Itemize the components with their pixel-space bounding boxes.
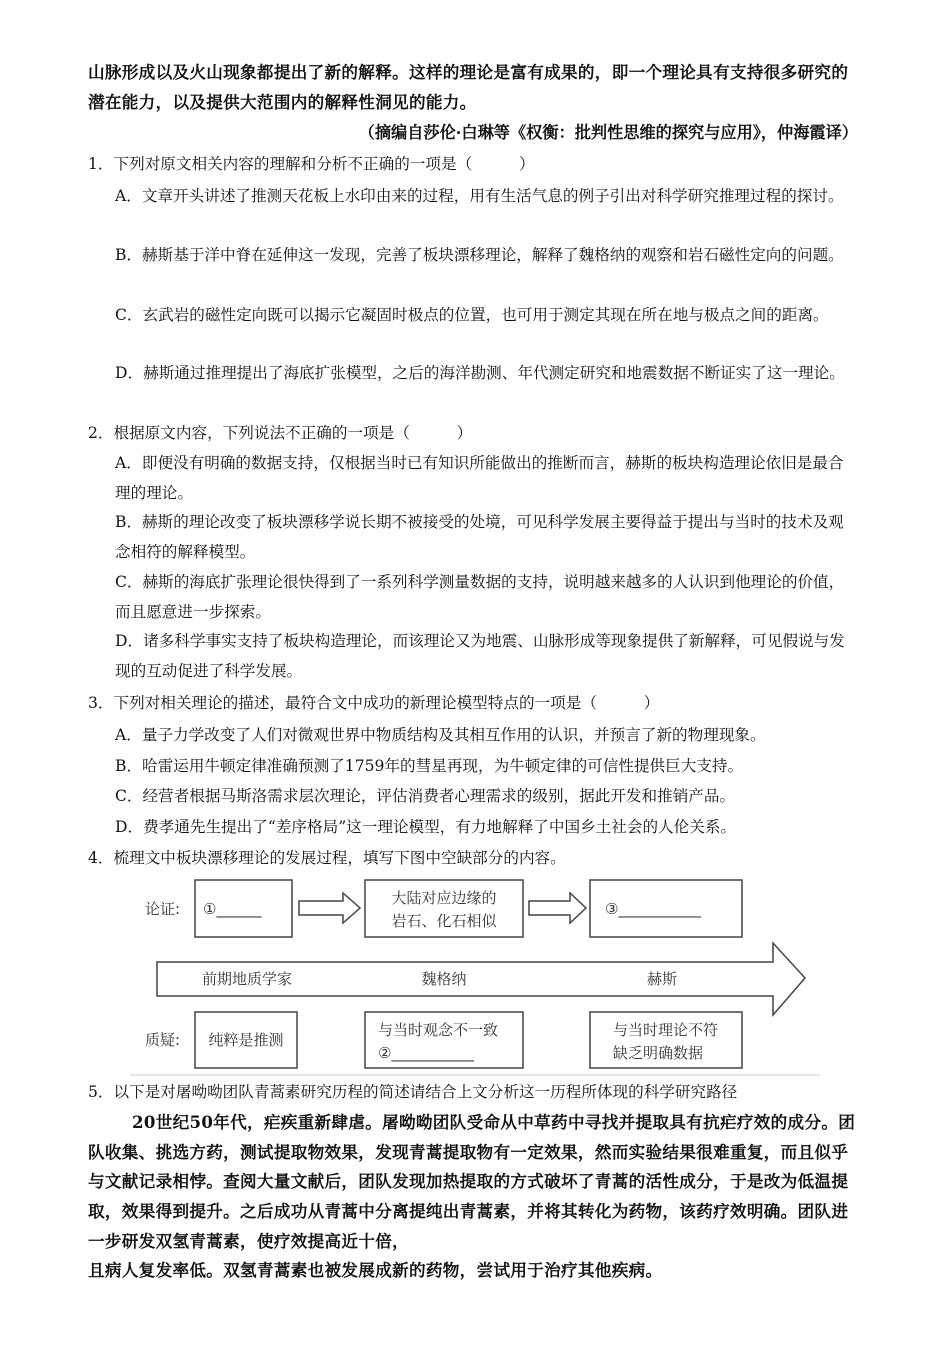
question-1-option-c: C．玄武岩的磁性定向既可以揭示它凝固时极点的位置，也可用于测定其现在所在地与极点之间的距离。 <box>115 306 829 324</box>
question-3-stem: 3．下列对相关理论的描述，最符合文中成功的新理论模型特点的一项是（ ） <box>88 694 660 712</box>
citation: （摘编自莎伦·白琳等《权衡：批判性思维的探究与应用》，仲海霞译） <box>358 123 858 142</box>
row-label-doubt: 质疑: <box>145 1031 181 1049</box>
timeline-early-geologists: 前期地质学家 <box>201 970 293 988</box>
arrow-right-icon <box>529 893 586 923</box>
bottom-box-1-text: 纯粹是推测 <box>208 1031 284 1049</box>
top-box-2-line-1: 大陆对应边缘的 <box>391 889 497 907</box>
blank-3: ③___________ <box>605 900 701 918</box>
question-1-stem: 1．下列对原文相关内容的理解和分析不正确的一项是（ ） <box>88 155 535 173</box>
question-3-option-c: C．经营者根据马斯洛需求层次理论，评估消费者心理需求的级别，据此开发和推销产品。 <box>115 787 736 805</box>
arrow-right-icon <box>299 893 360 923</box>
blank-2: ②___________ <box>378 1044 474 1062</box>
question-1-option-a: A．文章开头讲述了推测天花板上水印由来的过程，用有生活气息的例子引出对科学研究推理过程的探讨。 <box>115 187 844 205</box>
question-3-option-d: D．费孝通先生提出了“差序格局”这一理论模型，有力地解释了中国乡土社会的人伦关系。 <box>115 818 737 836</box>
question-3-option-a: A．量子力学改变了人们对微观世界中物质结构及其相互作用的认识，并预言了新的物理现象。 <box>115 726 766 744</box>
question-2-option-d: D．诸多科学事实支持了板块构造理论，而该理论又为地震、山脉形成等现象提供了新解释，可见假说与发现的互动促进了科学发展。 <box>115 632 845 680</box>
intro-paragraph: 山脉形成以及火山现象都提出了新的解释。这样的理论是富有成果的，即一个理论具有支持很多研究的潜在能力，以及提供大范围内的解释性洞见的能力。 <box>88 62 849 112</box>
passage-paragraph-1: 20世纪50年代，疟疾重新肆虐。屠呦呦团队受命从中草药中寻找并提取具有抗疟疗效的成分。团队收集、挑选方药，测试提取物效果，发现青蒿提取物有一定效果，然而实验结果很难重复，而且似乎与文献记录相悖。查阅大量文献后，团队发现加热提取的方式破坏了青蒿的活性成分，于是改为低温提取，效果得到提升。之后成功从青蒿中分离提纯出青蒿素，并将其转化为药物，该药疗效明确。团队进一步研发双氢青蒿素，使疗效提高近十倍， <box>88 1112 856 1251</box>
question-3-option-b: B．哈雷运用牛顿定律准确预测了1759年的彗星再现，为牛顿定律的可信性提供巨大支持。 <box>115 757 744 775</box>
question-1-option-d: D．赫斯通过推理提出了海底扩张模型，之后的海洋勘测、年代测定研究和地震数据不断证实了这一理论。 <box>115 364 845 382</box>
passage-paragraph-2: 且病人复发率低。双氢青蒿素也被发展成新的药物，尝试用于治疗其他疾病。 <box>88 1260 663 1280</box>
timeline-hess: 赫斯 <box>646 970 678 988</box>
question-2-option-a: A．即便没有明确的数据支持，仅根据当时已有知识所能做出的推断而言，赫斯的板块构造理论依旧是最合理的理论。 <box>115 454 844 502</box>
question-2-option-c: C．赫斯的海底扩张理论很快得到了一系列科学测量数据的支持，说明越来越多的人认识到他理论的价值，而且愿意进一步探索。 <box>115 573 845 621</box>
question-5-stem: 5．以下是对屠呦呦团队青蒿素研究历程的简述请结合上文分析这一历程所体现的科学研究路径 <box>88 1083 738 1101</box>
question-2-option-b: B．赫斯的理论改变了板块漂移学说长期不被接受的处境，可见科学发展主要得益于提出与当时的技术及观念相符的解释模型。 <box>115 513 844 561</box>
question-2-stem: 2．根据原文内容，下列说法不正确的一项是（ ） <box>88 424 473 442</box>
row-label-argument: 论证: <box>145 900 181 918</box>
bottom-box-3-line-2: 缺乏明确数据 <box>613 1044 704 1062</box>
bottom-box-3-line-1: 与当时理论不符 <box>613 1021 719 1039</box>
blank-1: ①______ <box>203 900 262 918</box>
question-1-option-b: B．赫斯基于洋中脊在延伸这一发现，完善了板块漂移理论，解释了魏格纳的观察和岩石磁性定向的问题。 <box>115 246 844 264</box>
top-box-2-line-2: 岩石、化石相似 <box>391 912 497 930</box>
bottom-box-2-line-1: 与当时观念不一致 <box>378 1021 499 1039</box>
question-4-stem: 4．梳理文中板块漂移理论的发展过程，填写下图中空缺部分的内容。 <box>88 849 566 867</box>
timeline-wegener: 魏格纳 <box>421 970 467 988</box>
